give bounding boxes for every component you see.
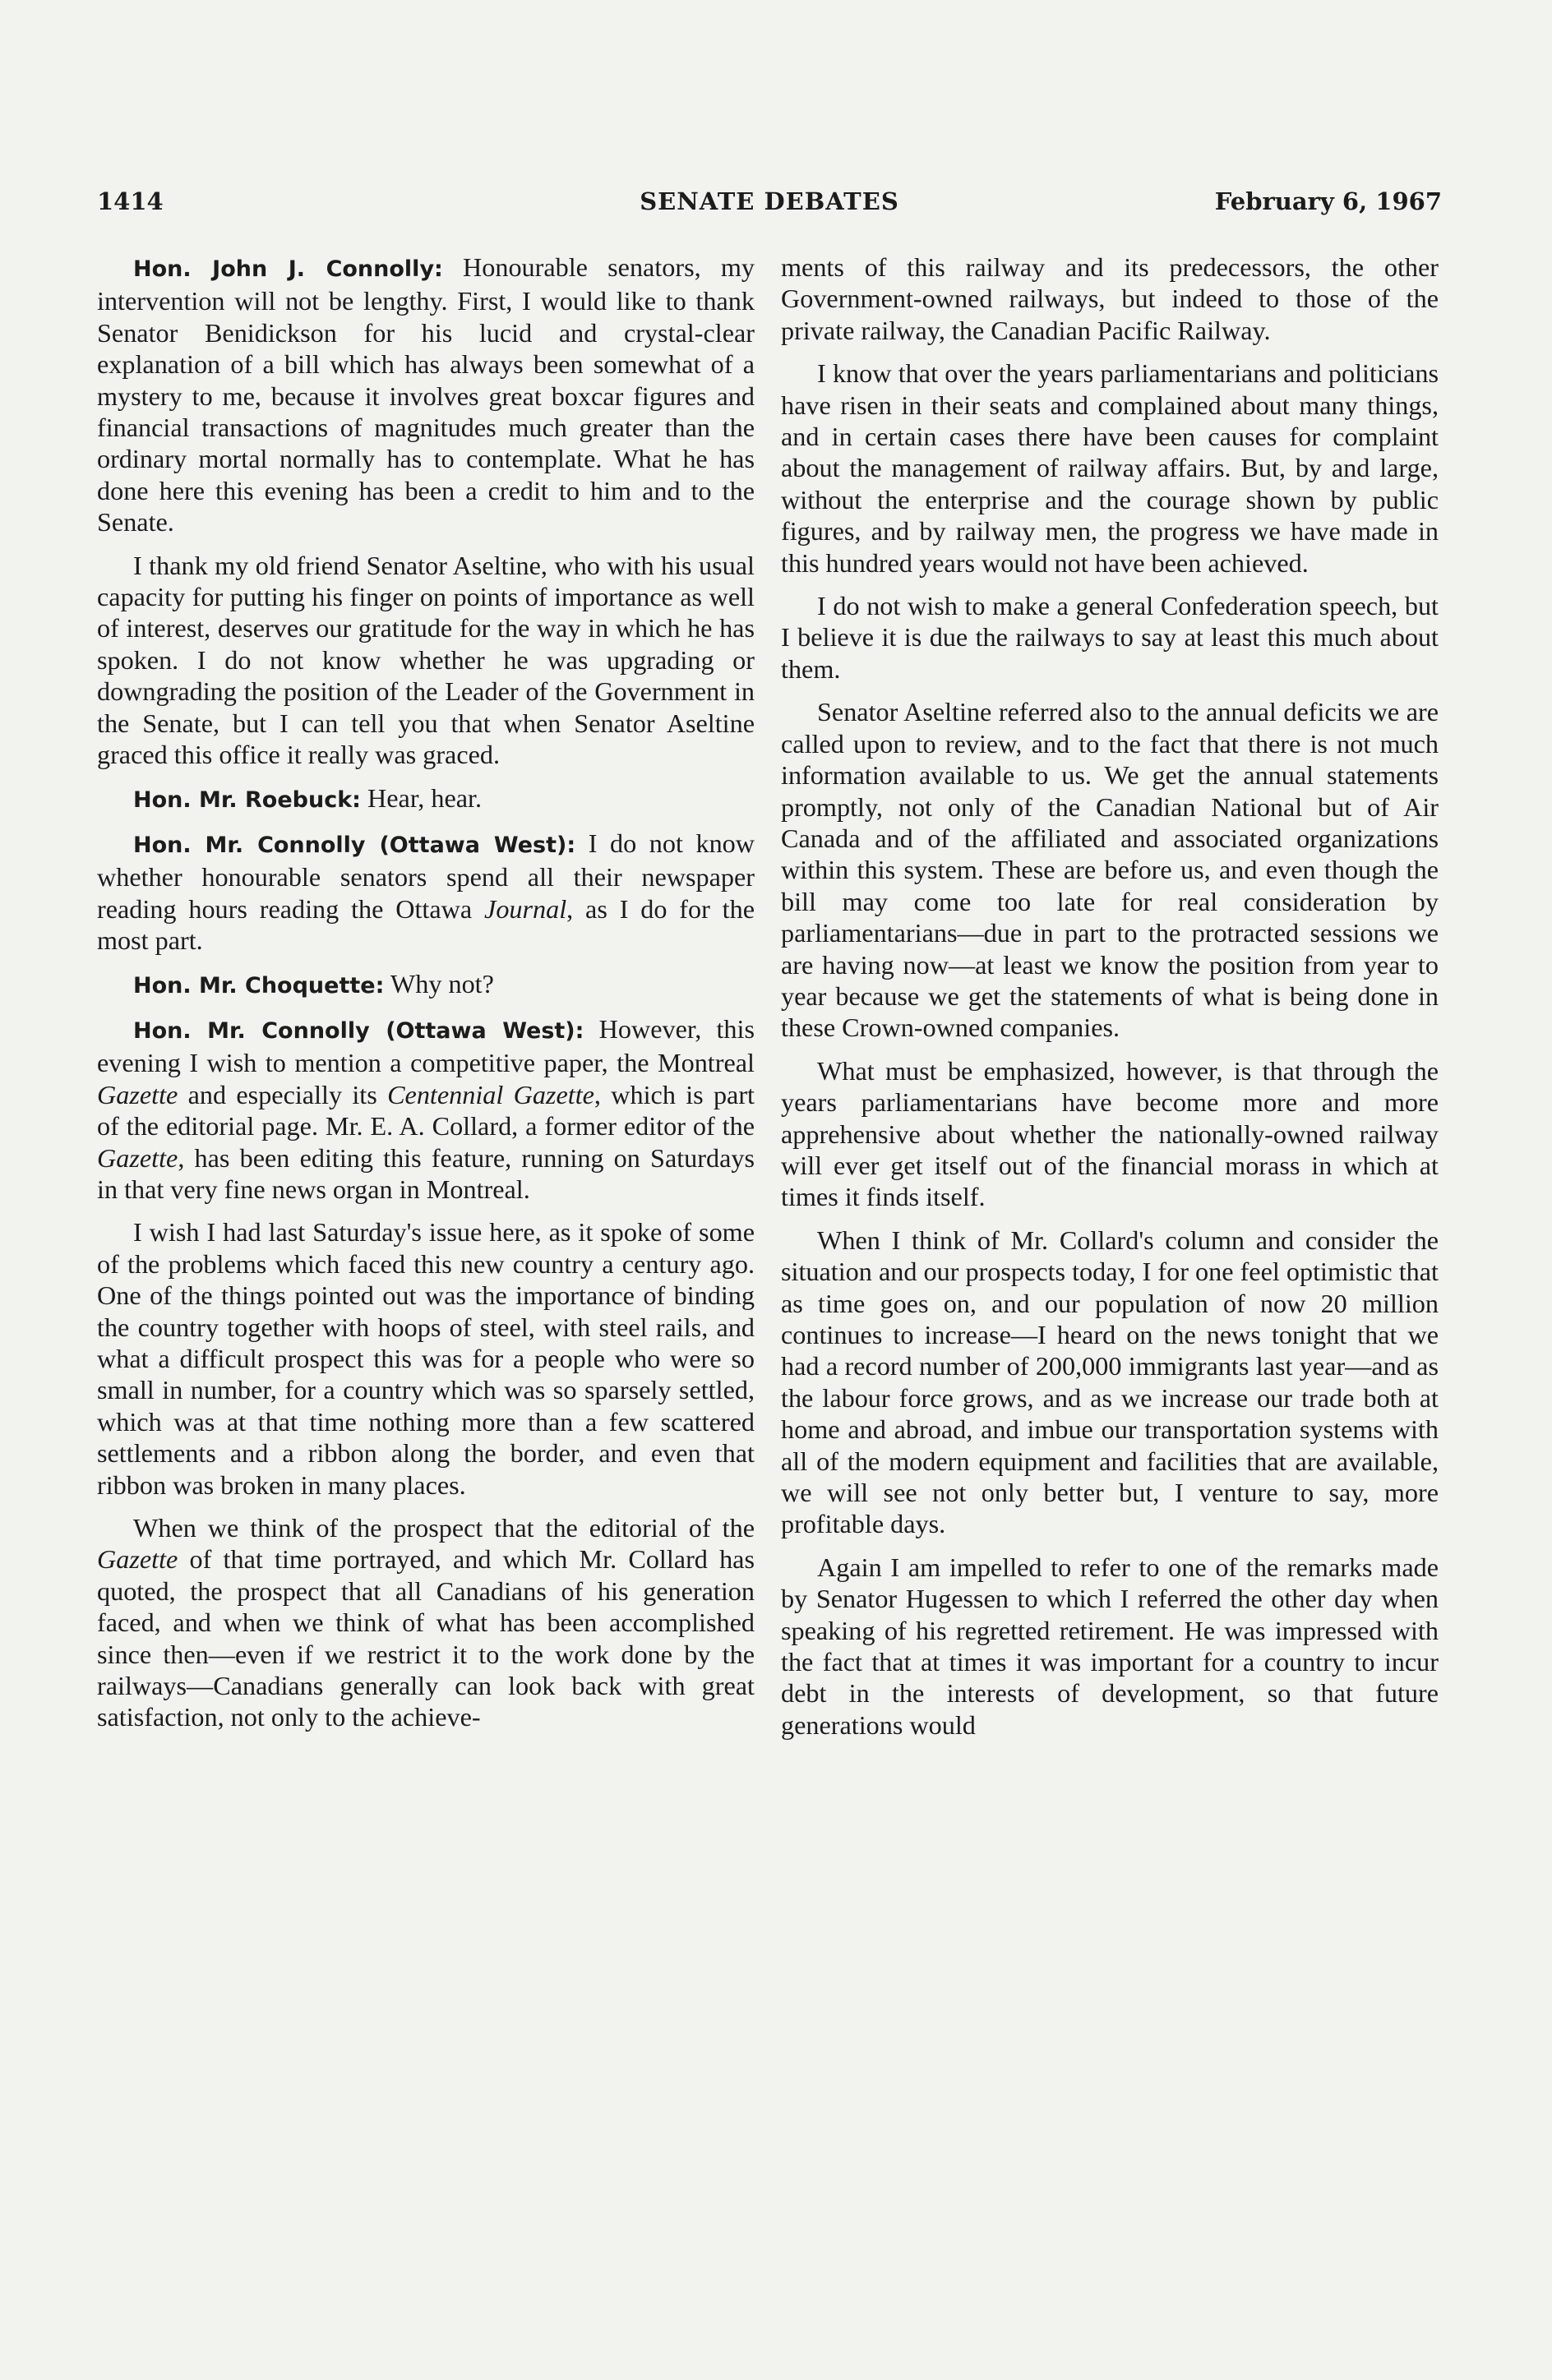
paragraph: Hon. Mr. Connolly (Ottawa West): I do not know whether honourable senators spend all their newspaper reading hours reading the Ottawa Journal, as I do for the most part. — [97, 828, 755, 956]
right-column — [781, 251, 1439, 1752]
paragraph: ments of this railway and its predecessors, the other Government-owned railways, but indeed to those of the private railway, the Canadian Pacific Railway. — [781, 252, 1439, 345]
speaker-name: Hon. John J. Connolly: — [133, 256, 443, 282]
page-number: 1414 — [97, 187, 164, 215]
page-date: February 6, 1967 — [1214, 187, 1442, 215]
paragraph: What must be emphasized, however, is that through the years parliamentarians have become more and more apprehensive about whether the nationally-owned railway will ever get itself out of the financial morass in which at times it finds itself. — [781, 1055, 1439, 1212]
paragraph: Senator Aseltine referred also to the annual deficits we are called upon to review, and to the fact that there is not much information available to us. We get the annual statements promptly, not only of the Canadian National but of Air Canada and of the affiliated and associated organizations within this system. These are before us, and even though the bill may come too late for real consideration by parliamentarians—due in part to the protracted sessions we are having now—at least we know the position from year to year because we get the statements of what is being done in these Crown-owned companies. — [781, 697, 1439, 1043]
paragraph: Hon. Mr. Roebuck: Hear, hear. — [133, 782, 483, 813]
paragraph: When I think of Mr. Collard's column and consider the situation and our prospects today, I for one feel optimistic that as time goes on, and our population of now 20 million continues to increase—I heard on the news tonight that we had a record number of 200,000 immigrants last year—and as the labour force grows, and as we increase our trade both at home and abroad, and imbue our transportation systems with all of the modern equipment and facilities that are available, we will see not only better but, I venture to say, more profitable days. — [781, 1225, 1439, 1539]
speaker-name: Hon. Mr. Choquette: — [133, 972, 385, 999]
paragraph: I do not wish to make a general Confederation speech, but I believe it is due the railways to say at least this much about them. — [781, 591, 1439, 684]
paragraph: I thank my old friend Senator Aseltine, who with his usual capacity for putting his finger on points of importance as well of interest, deserves our gratitude for the way in which he has spoken. I do not know whether he was upgrading or downgrading the position of the Leader of the Government in the Senate, but I can tell you that when Senator Aseltine graced this office it really was graced. — [97, 550, 755, 770]
paragraph: Hon. John J. Connolly: Honourable senators, my intervention will not be lengthy. First, I would like to thank Senator Benidickson for his lucid and crystal-clear explanation of a bill which has always been somewhat of a mystery to me, because it involves great boxcar figures and financial transactions of magnitudes much greater than the ordinary mortal normally has to contemplate. What he has done here this evening has been a credit to him and to the Senate. — [97, 252, 755, 537]
paragraph: I wish I had last Saturday's issue here, as it spoke of some of the problems which faced this new country a century ago. One of the things pointed out was the importance of binding the country together with hoops of steel, with steel rails, and what a difficult prospect this was for a people who were so small in number, for a country which was so sparsely settled, which was at that time nothing more than a few scattered settlements and a ribbon along the border, and even that ribbon was broken in many places. — [97, 1217, 755, 1500]
speaker-name: Hon. Mr. Connolly (Ottawa West): — [133, 832, 576, 858]
paragraph: I know that over the years parliamentarians and politicians have risen in their seats and complained about many things, and in certain cases there have been causes for complaint about the management of railway affairs. But, by and large, without the enterprise and the courage shown by public figures, and by railway men, the progress we have made in this hundred years would not have been achieved. — [781, 358, 1439, 578]
speaker-name: Hon. Mr. Roebuck: — [133, 786, 361, 813]
paragraph: When we think of the prospect that the editorial of the Gazette of that time portrayed, and which Mr. Collard has quoted, the prospect that all Canadians of his generation faced, and when we think of what has been accomplished since then—even if we restrict it to the work done by the railways—Canadians generally can look back with great satisfaction, not only to the achieve- — [97, 1513, 755, 1732]
paragraph: Hon. Mr. Choquette: Why not? — [133, 968, 494, 999]
paragraph: Again I am impelled to refer to one of the remarks made by Senator Hugessen to which I referred the other day when speaking of his regretted retirement. He was impressed with the fact that at times it was important for a country to incur debt in the interests of development, so that future generations would — [781, 1552, 1439, 1740]
publication-title: SENATE DEBATES — [640, 187, 899, 215]
paragraph: Hon. Mr. Connolly (Ottawa West): However, this evening I wish to mention a competitive paper, the Montreal Gazette and especially its Centennial Gazette, which is part of the editorial page. Mr. E. A. Collard, a former editor of the Gazette, has been editing this feature, running on Saturdays in that very fine news organ in Montreal. — [97, 1013, 755, 1204]
page-header — [97, 187, 1442, 220]
left-column — [97, 251, 755, 1745]
speaker-name: Hon. Mr. Connolly (Ottawa West): — [133, 1017, 584, 1044]
